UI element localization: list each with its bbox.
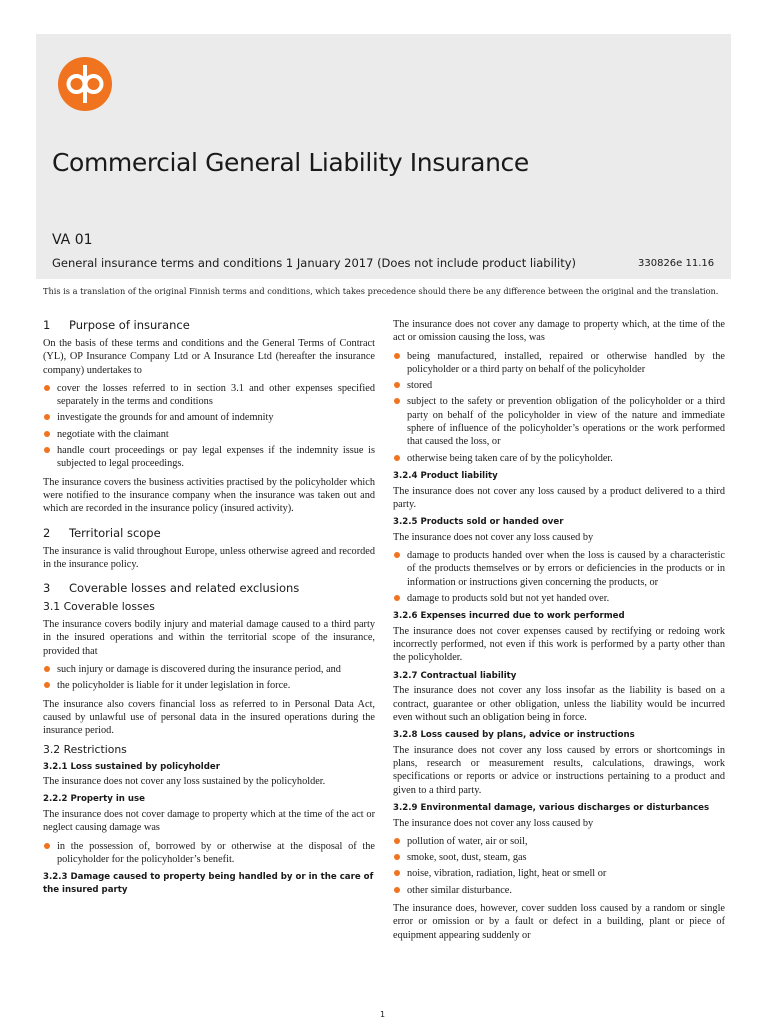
paragraph: The insurance does not cover any loss insofar as the liability is based on a contract, guarantee or other obligation, unless the liability would be incurred even without such an obligation being in force. (393, 685, 725, 723)
section-heading (43, 581, 375, 595)
list-item: subject to the safety or prevention obligation of the policyholder or a third party on behalf of the policyholder in view of the nature and immediate sphere of influence of the policyholder’s operations or the work performed that caused the loss, or (393, 395, 725, 448)
right-column (393, 318, 725, 947)
document-number: 330826e 11.16 (638, 258, 715, 269)
bullet-icon (44, 447, 50, 453)
bullet-icon (394, 353, 400, 359)
section-heading (43, 318, 375, 332)
bullet-list (393, 835, 725, 897)
section-title: Territorial scope (69, 525, 161, 540)
list-item: investigate the grounds for and amount of indemnity (43, 411, 375, 424)
clause-heading: 3.2.3 Damage caused to property being handled by or in the care of the insured party (43, 872, 374, 895)
paragraph: The insurance covers bodily injury and material damage caused to a third party in the insured operations and within the territorial scope of the insurance, provided that (43, 619, 375, 657)
bullet-list (393, 350, 725, 465)
bullet-list (393, 549, 725, 605)
list-item: pollution of water, air or soil, (393, 835, 725, 848)
bullet-list (43, 382, 375, 471)
paragraph: The insurance does not cover any damage to property which, at the time of the act or omission causing the loss, was (393, 319, 725, 344)
list-item: the policyholder is liable for it under legislation in force. (43, 679, 375, 692)
paragraph: The insurance does not cover any loss caused by errors or shortcomings in plans, research or measurement results, calculations, drawings, work specifications or reports or advice or instructions pertaining to a product and given to a third party. (393, 744, 725, 796)
bullet-list (43, 840, 375, 867)
list-item: in the possession of, borrowed by or otherwise at the disposal of the policyholder for the policyholder’s benefit. (43, 840, 375, 867)
paragraph: The insurance covers the business activities practised by the policyholder which were notified to the insurance company when the insurance was taken out and which are recorded in the insurance policy (insured activity). (43, 476, 375, 515)
section-number: 1 (43, 318, 51, 332)
paragraph: On the basis of these terms and conditions and the General Terms of Contract (YL), OP Insurance Company Ltd or A Insurance Ltd (hereafter the insurance company) undertakes to (43, 338, 375, 376)
document-subtitle: General insurance terms and conditions 1 January 2017 (Does not include product liability) (52, 256, 576, 270)
list-item: damage to products handed over when the loss is caused by a characteristic of the products themselves or by errors or deficiencies in the products or in information or instructions given concerning the products, or (393, 549, 725, 589)
list-item: other similar disturbance. (393, 884, 725, 897)
bullet-icon (394, 854, 400, 860)
bullet-icon (394, 838, 400, 844)
bullet-icon (44, 414, 50, 420)
list-item: negotiate with the claimant (43, 428, 375, 441)
op-logo-icon (57, 56, 113, 112)
paragraph: The insurance is valid throughout Europe, unless otherwise agreed and recorded in the insurance policy. (43, 545, 375, 570)
bullet-icon (44, 682, 50, 688)
bullet-icon (394, 552, 400, 558)
bullet-icon (44, 666, 50, 672)
clause-heading: 3.2.7 Contractual liability (393, 670, 517, 681)
list-item: noise, vibration, radiation, light, heat or smell or (393, 867, 725, 880)
bullet-icon (394, 455, 400, 461)
paragraph: The insurance also covers financial loss as referred to in Personal Data Act, caused by unlawful use of personal data in the insured operations during the insurance period. (43, 698, 375, 737)
list-item: being manufactured, installed, repaired or otherwise handled by the policyholder or a third party on behalf of the policyholder (393, 350, 725, 377)
section-title: Coverable losses and related exclusions (69, 581, 300, 596)
clause-heading: 3.2.1 Loss sustained by policyholder (43, 761, 220, 772)
bullet-icon (44, 431, 50, 437)
document-header (36, 34, 731, 279)
section-heading (43, 526, 375, 540)
paragraph: The insurance does, however, cover sudden loss caused by a random or single error or omission or by a fault or defect in a building, plant or piece of equipment appearing suddenly or (393, 903, 725, 941)
subsection-heading: 3.1 Coverable losses (43, 600, 155, 614)
clause-heading: 3.2.5 Products sold or handed over (393, 517, 564, 528)
page-number: 1 (380, 1010, 386, 1019)
bullet-icon (44, 843, 50, 849)
list-item: handle court proceedings or pay legal expenses if the indemnity issue is subjected to legal proceedings. (43, 444, 375, 471)
bullet-icon (394, 382, 400, 388)
clause-heading: 3.2.8 Loss caused by plans, advice or instructions (393, 730, 635, 741)
paragraph: The insurance does not cover damage to property which at the time of the act or neglect causing damage was (43, 809, 375, 834)
list-item: smoke, soot, dust, steam, gas (393, 851, 725, 864)
list-item: such injury or damage is discovered during the insurance period, and (43, 663, 375, 676)
paragraph: The insurance does not cover any loss caused by a product delivered to a third party. (393, 485, 725, 510)
paragraph: The insurance does not cover expenses caused by rectifying or redoing work incorrectly performed, not even if this work is performed by a party other than the policyholder. (393, 625, 725, 664)
bullet-icon (44, 385, 50, 391)
bullet-list (43, 663, 375, 693)
clause-heading: 3.2.4 Product liability (393, 470, 498, 481)
document-title: Commercial General Liability Insurance (52, 148, 529, 177)
left-column (43, 318, 375, 898)
section-number: 3 (43, 581, 51, 596)
list-item: stored (393, 379, 725, 392)
bullet-icon (394, 870, 400, 876)
section-number: 2 (43, 525, 51, 540)
paragraph: The insurance does not cover any loss caused by (393, 817, 594, 829)
bullet-icon (394, 887, 400, 893)
bullet-icon (394, 595, 400, 601)
subsection-heading: 3.2 Restrictions (43, 742, 127, 756)
clause-heading: 3.2.9 Environmental damage, various discharges or disturbances (393, 802, 710, 813)
product-code: VA 01 (52, 232, 93, 248)
paragraph: The insurance does not cover any loss sustained by the policyholder. (43, 776, 326, 788)
translation-note: This is a translation of the original Finnish terms and conditions, which takes precedence should there be any difference between the original and the translation. (43, 286, 719, 296)
clause-heading: 3.2.6 Expenses incurred due to work performed (393, 611, 625, 622)
clause-heading: 2.2.2 Property in use (43, 794, 145, 805)
bullet-icon (394, 398, 400, 404)
list-item: damage to products sold but not yet handed over. (393, 592, 725, 605)
section-title: Purpose of insurance (69, 318, 190, 332)
paragraph: The insurance does not cover any loss caused by (393, 531, 594, 543)
list-item: cover the losses referred to in section 3.1 and other expenses specified separately in the terms and conditions (43, 382, 375, 409)
list-item: otherwise being taken care of by the policyholder. (393, 452, 725, 465)
